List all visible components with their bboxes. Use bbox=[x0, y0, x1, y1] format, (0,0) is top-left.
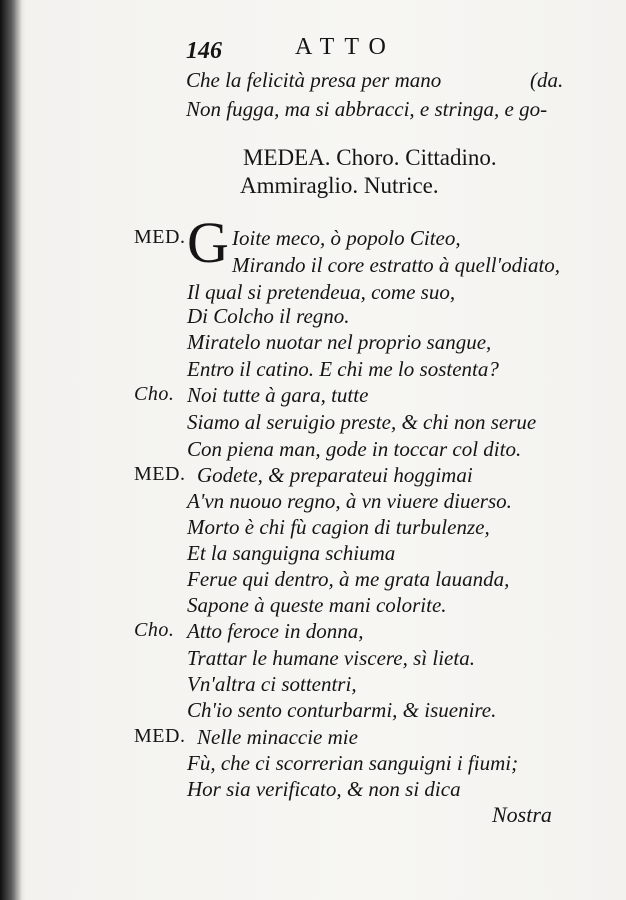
verse-line: A'vn nuouo regno, à vn viuere diuerso. bbox=[187, 489, 512, 513]
running-title: ATTO bbox=[295, 34, 396, 60]
speaker-label: MED. bbox=[134, 226, 186, 248]
verse-line: Fù, che ci scorrerian sanguigni i fiumi; bbox=[187, 751, 519, 775]
speaker-label: MED. bbox=[134, 725, 186, 747]
speaker-label: MED. bbox=[134, 463, 186, 485]
verse-line: Ioite meco, ò popolo Citeo, bbox=[232, 226, 461, 250]
verse-line: Trattar le humane viscere, sì lieta. bbox=[187, 646, 475, 670]
cast-heading-line-1: MEDEA. Choro. Cittadino. bbox=[243, 145, 497, 170]
speaker-label: Cho. bbox=[134, 383, 175, 405]
top-line-tail: (da. bbox=[530, 68, 564, 92]
top-line-1: Che la felicità presa per mano bbox=[186, 68, 442, 92]
top-line-2: Non fugga, ma si abbracci, e stringa, e go- bbox=[186, 97, 548, 121]
cast-heading-line-2: Ammiraglio. Nutrice. bbox=[240, 173, 439, 198]
verse-line: Vn'altra ci sottentri, bbox=[187, 672, 357, 696]
verse-line: Atto feroce in donna, bbox=[187, 619, 364, 643]
verse-line: Mirando il core estratto à quell'odiato, bbox=[232, 253, 561, 277]
verse-line: Miratelo nuotar nel proprio sangue, bbox=[187, 330, 492, 354]
verse-line: Ferue qui dentro, à me grata lauanda, bbox=[187, 567, 510, 591]
catchword: Nostra bbox=[492, 802, 552, 827]
verse-line: Ch'io sento conturbarmi, & isuenire. bbox=[187, 698, 497, 722]
verse-line: Sapone à queste mani colorite. bbox=[187, 593, 447, 617]
verse-line: Et la sanguigna schiuma bbox=[187, 541, 396, 565]
verse-line: Entro il catino. E chi me lo sostenta? bbox=[187, 357, 499, 381]
verse-line: Godete, & preparateui hoggimai bbox=[197, 463, 473, 487]
verse-line: Noi tutte à gara, tutte bbox=[187, 383, 369, 407]
verse-line: Hor sia verificato, & non si dica bbox=[187, 777, 461, 801]
verse-line: Nelle minaccie mie bbox=[197, 725, 358, 749]
verse-line: Morto è chi fù cagion di turbulenze, bbox=[187, 515, 490, 539]
verse-line: Il qual si pretendeua, come suo, bbox=[187, 280, 456, 304]
verse-line: Di Colcho il regno. bbox=[187, 304, 350, 328]
verse-line: Con piena man, gode in toccar col dito. bbox=[187, 437, 522, 461]
verse-line: Siamo al seruigio preste, & chi non serue bbox=[187, 410, 537, 434]
binding-shadow bbox=[0, 0, 22, 900]
drop-cap: G bbox=[187, 210, 229, 275]
speaker-label: Cho. bbox=[134, 619, 175, 641]
page-number: 146 bbox=[186, 38, 222, 64]
